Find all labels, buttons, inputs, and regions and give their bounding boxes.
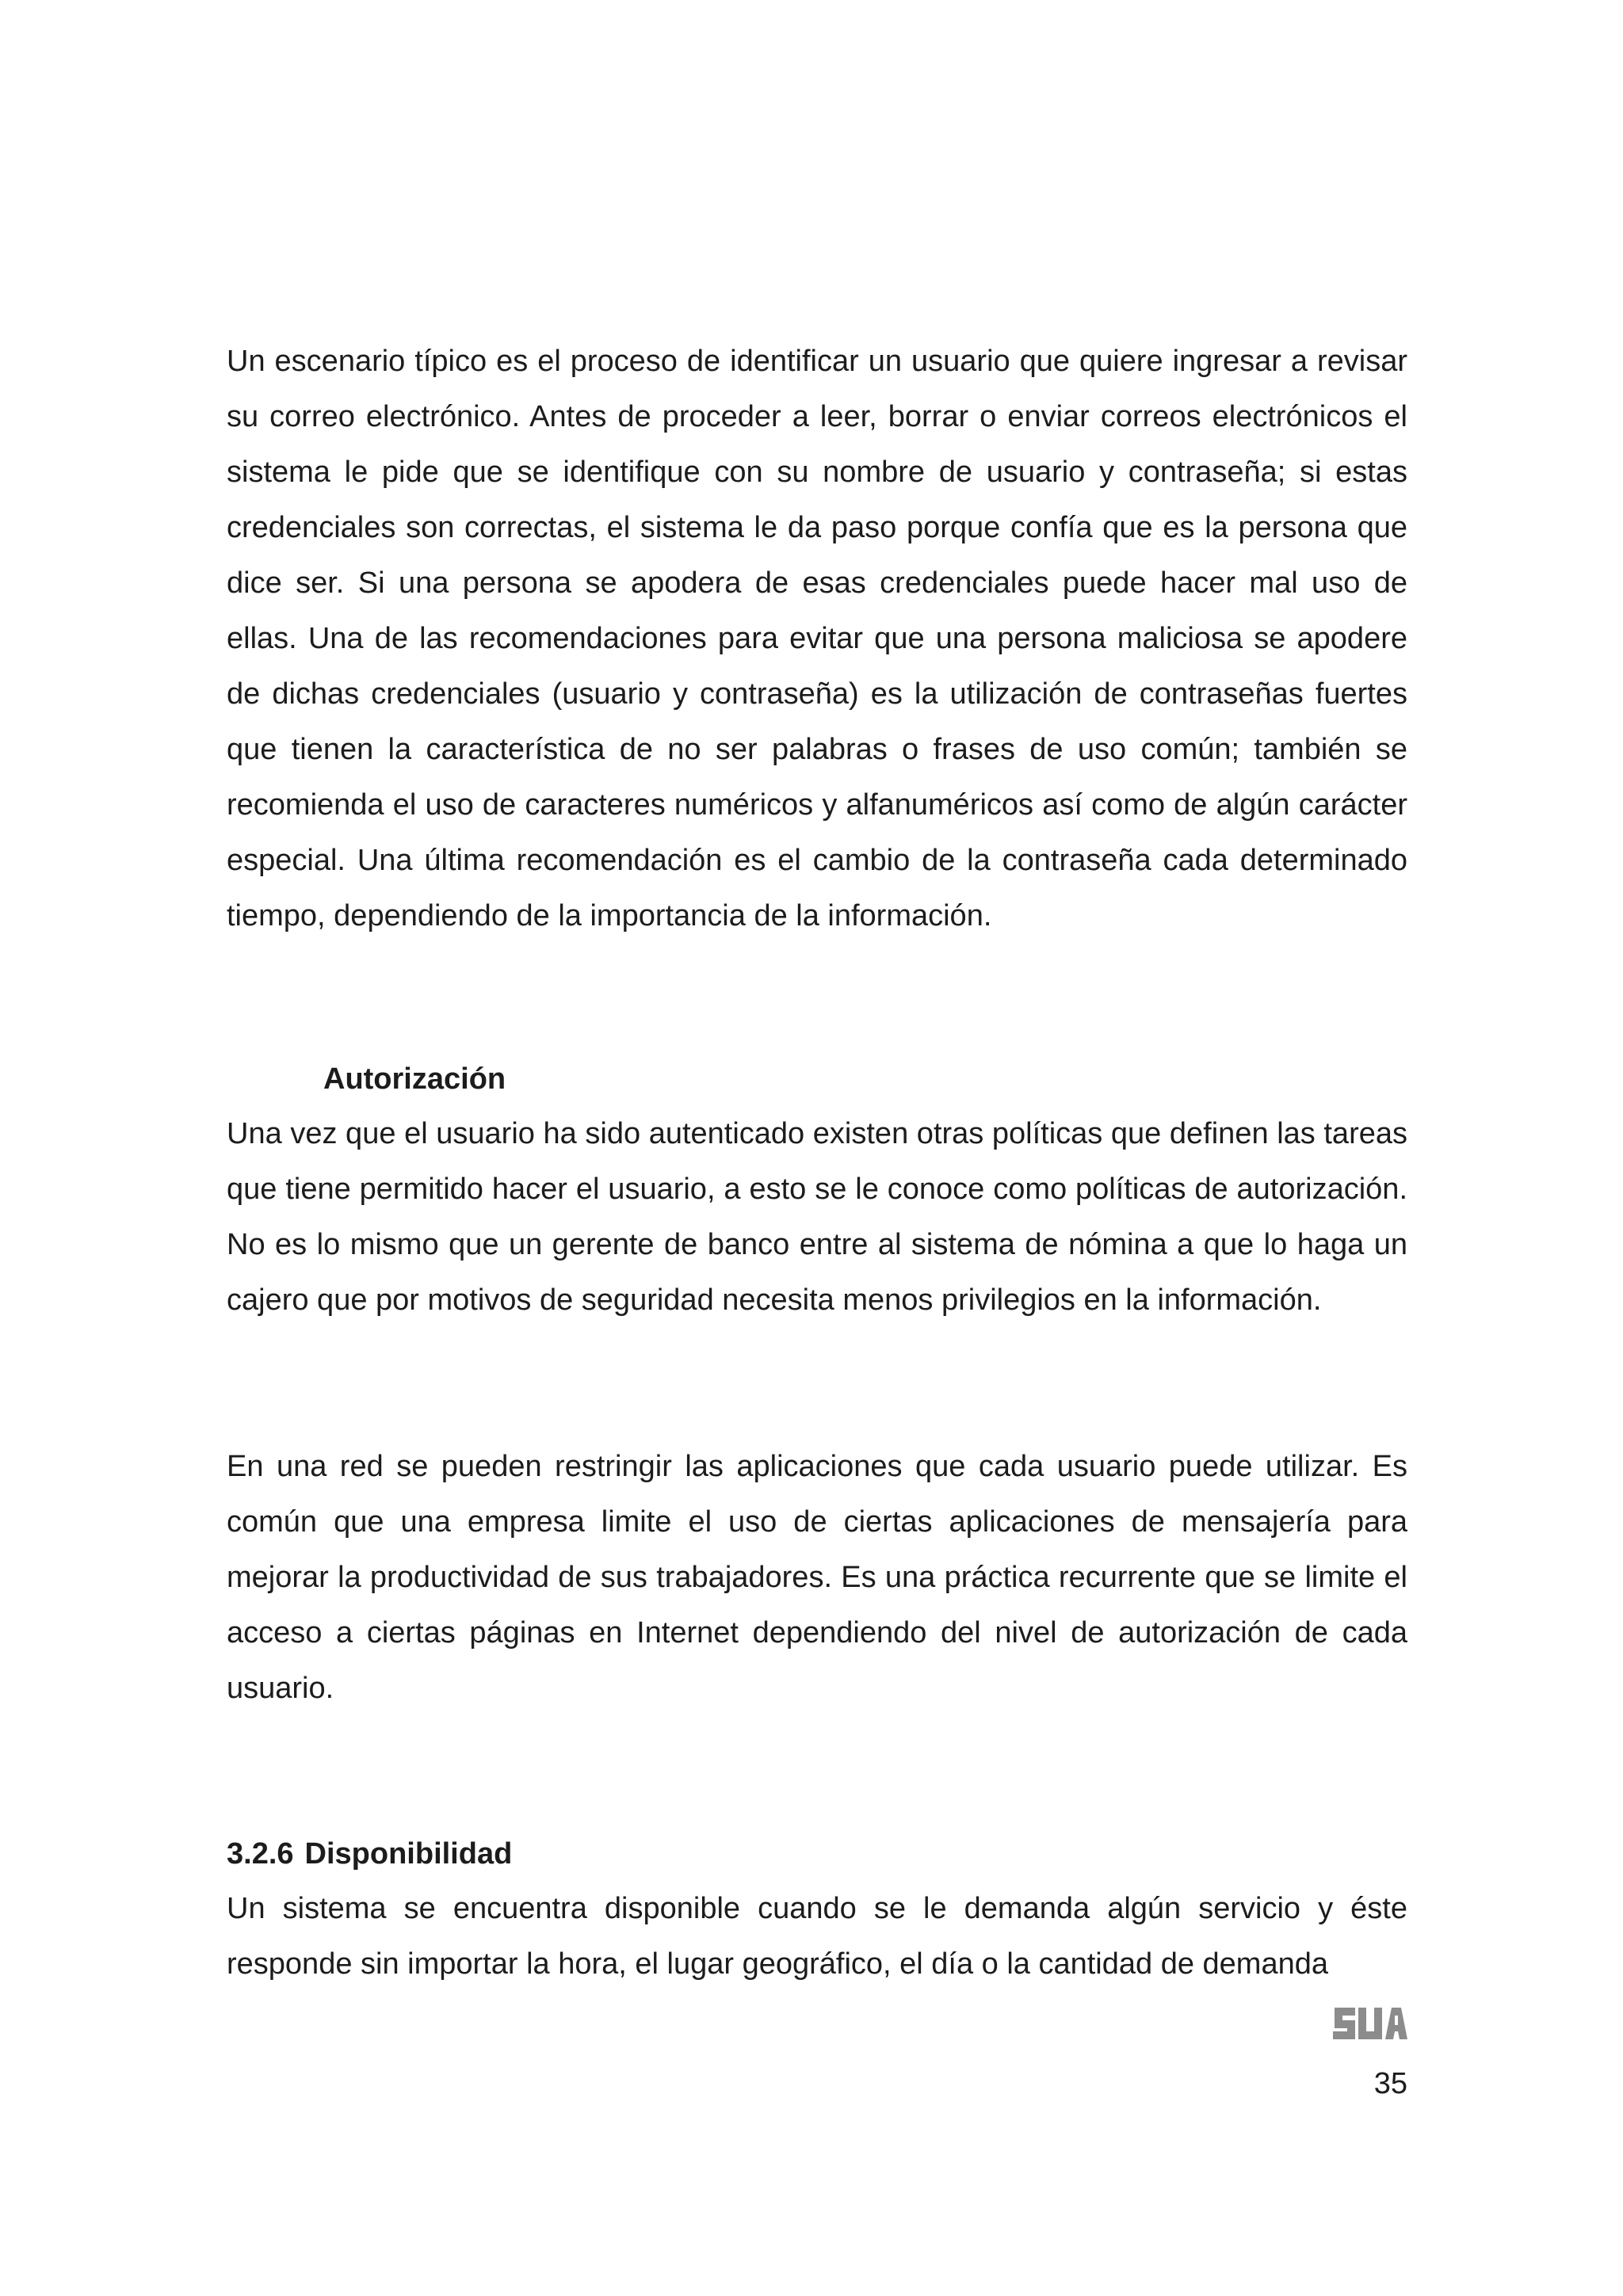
section-number: 3.2.6 [227,1837,294,1871]
section-heading [227,1826,512,1882]
subheading-autorizacion: Autorización [323,1062,506,1096]
paragraph-authorization-policies: Una vez que el usuario ha sido autenticado existen otras políticas que definen las tareas que tiene permitido hacer el usuario, a esto se le conoce como políticas de autorización. No es lo mismo que un gerente de banco entre al sistema de nómina a que lo haga un cajero que por motivos de seguridad necesita menos privilegios en la información. [227,1117,1407,1317]
section-title: Disponibilidad [304,1837,513,1871]
paragraph-network-restrictions: En una red se pueden restringir las aplicaciones que cada usuario puede utilizar. Es común que una empresa limite el uso de ciertas aplicaciones de mensajería para mejorar la productividad de sus trabajadores. Es una práctica recurrente que se limite el acceso a ciertas páginas en Internet dependiendo del nivel de autorización de cada usuario. [227,1450,1407,1705]
paragraph-authentication-scenario: Un escenario típico es el proceso de identificar un usuario que quiere ingresar a revisar su correo electrónico. Antes de proceder a leer, borrar o enviar correos electrónicos el sistema le pide que se identifique con su nombre de usuario y contraseña; si estas credenciales son correctas, el sistema le da paso porque confía que es la persona que dice ser. Si una persona se apodera de esas credenciales puede hacer mal uso de ellas. Una de las recomendaciones para evitar que una persona maliciosa se apodere de dichas credenciales (usuario y contraseña) es la utilización de contraseñas fuertes que tienen la característica de no ser palabras o frases de uso común; también se recomienda el uso de caracteres numéricos y alfanuméricos así como de algún carácter especial. Una última recomendación es el cambio de la contraseña cada determinado tiempo, dependiendo de la importancia de la información. [227,345,1407,933]
sua-logo [1331,2006,1409,2041]
page-number: 35 [1373,2067,1407,2100]
paragraph-availability: Un sistema se encuentra disponible cuando se le demanda algún servicio y éste responde sin importar la hora, el lugar geográfico, el día o la cantidad de demanda [227,1892,1407,1981]
